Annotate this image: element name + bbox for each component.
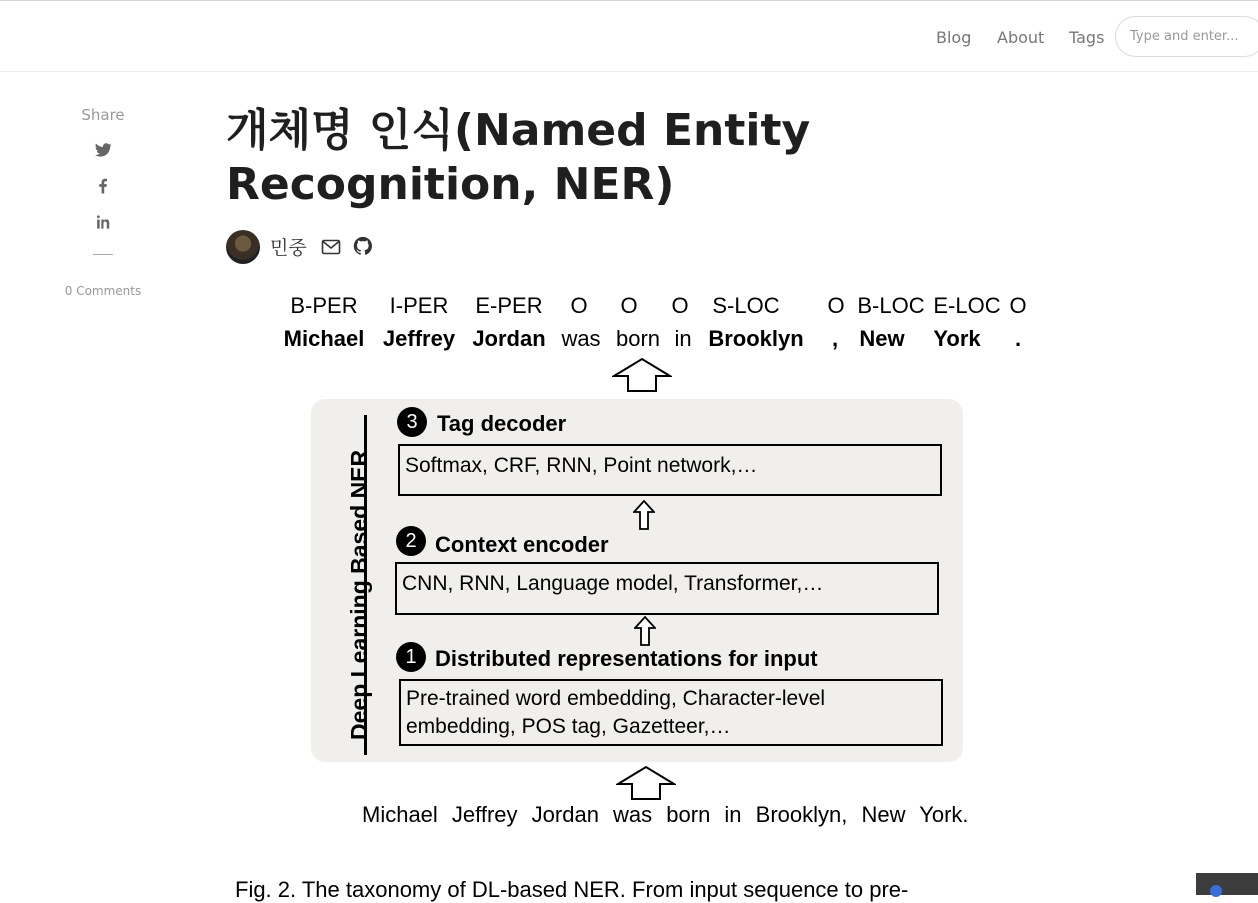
- post-title: 개체명 인식(Named Entity Recognition, NER): [226, 105, 811, 210]
- word-token: Jordan: [472, 326, 546, 351]
- step-box-line: Pre-trained word embedding, Character-level: [406, 687, 826, 710]
- vertical-label: Deep Learning Based NER: [346, 449, 372, 740]
- ner-tag: O: [620, 293, 638, 318]
- mail-icon[interactable]: [321, 238, 341, 256]
- step-number: 1: [396, 642, 426, 672]
- step-title: Context encoder: [435, 532, 609, 557]
- arrow-up-icon: [612, 357, 672, 393]
- twitter-icon[interactable]: [93, 140, 113, 160]
- word-token: ,: [831, 326, 839, 351]
- word-token: New: [859, 326, 905, 351]
- step-box: [399, 679, 943, 746]
- step-box: CNN, RNN, Language model, Transformer,…: [395, 562, 939, 615]
- ner-tag: S-LOC: [712, 293, 780, 318]
- ner-tag: O: [827, 293, 845, 318]
- step-box-line: embedding, POS tag, Gazetteer,…: [406, 715, 731, 738]
- ner-tag: O: [671, 293, 689, 318]
- dl-ner-panel: [311, 399, 963, 762]
- word-token: .: [1014, 326, 1022, 351]
- author-name[interactable]: 민중: [270, 237, 307, 259]
- ner-tag: E-LOC: [933, 293, 1001, 318]
- ner-tag: B-LOC: [857, 293, 925, 318]
- share-divider: [93, 254, 113, 255]
- word-token: was: [561, 326, 601, 351]
- step-box: Softmax, CRF, RNN, Point network,…: [398, 444, 942, 496]
- facebook-icon[interactable]: [93, 176, 113, 196]
- step-number: 3: [397, 407, 427, 437]
- widget-icon: [1210, 885, 1222, 897]
- word-row: [226, 326, 1106, 352]
- word-token: Jeffrey: [382, 326, 456, 351]
- share-sidebar: [60, 104, 146, 298]
- avatar[interactable]: [226, 230, 260, 264]
- site-header: [0, 1, 1258, 72]
- ner-tag: I-PER: [389, 293, 449, 318]
- ner-tag: O: [1009, 293, 1027, 318]
- linkedin-icon[interactable]: [93, 212, 113, 232]
- nav-tags-link[interactable]: Tags: [1069, 28, 1105, 47]
- ner-tag: E-PER: [475, 293, 543, 318]
- ner-tag: O: [570, 293, 588, 318]
- word-token: born: [615, 326, 661, 351]
- input-sentence: Michael Jeffrey Jordan was born in Brooklyn, New York.: [362, 802, 969, 827]
- search-input[interactable]: [1115, 16, 1258, 57]
- step-number: 2: [396, 526, 426, 556]
- step-title: Distributed representations for input: [435, 646, 818, 671]
- step-title: Tag decoder: [437, 411, 567, 436]
- figure-caption: Fig. 2. The taxonomy of DL-based NER. From input sequence to pre-: [235, 877, 909, 902]
- word-token: Brooklyn: [708, 326, 804, 351]
- word-token: Michael: [283, 326, 365, 351]
- share-label: Share: [81, 106, 125, 124]
- arrow-up-icon: [634, 616, 656, 646]
- ner-tag: B-PER: [290, 293, 358, 318]
- nav-about-link[interactable]: About: [997, 28, 1045, 47]
- arrow-up-icon: [616, 765, 676, 801]
- arrow-up-icon: [633, 500, 655, 530]
- nav-blog-link[interactable]: Blog: [936, 28, 972, 47]
- word-token: York: [933, 326, 981, 351]
- corner-widget[interactable]: [1196, 873, 1258, 895]
- github-icon[interactable]: [352, 235, 374, 257]
- word-token: in: [674, 326, 692, 351]
- comments-count[interactable]: 0 Comments: [64, 284, 142, 298]
- tag-row: [226, 293, 1106, 319]
- ner-taxonomy-figure: [226, 285, 1106, 902]
